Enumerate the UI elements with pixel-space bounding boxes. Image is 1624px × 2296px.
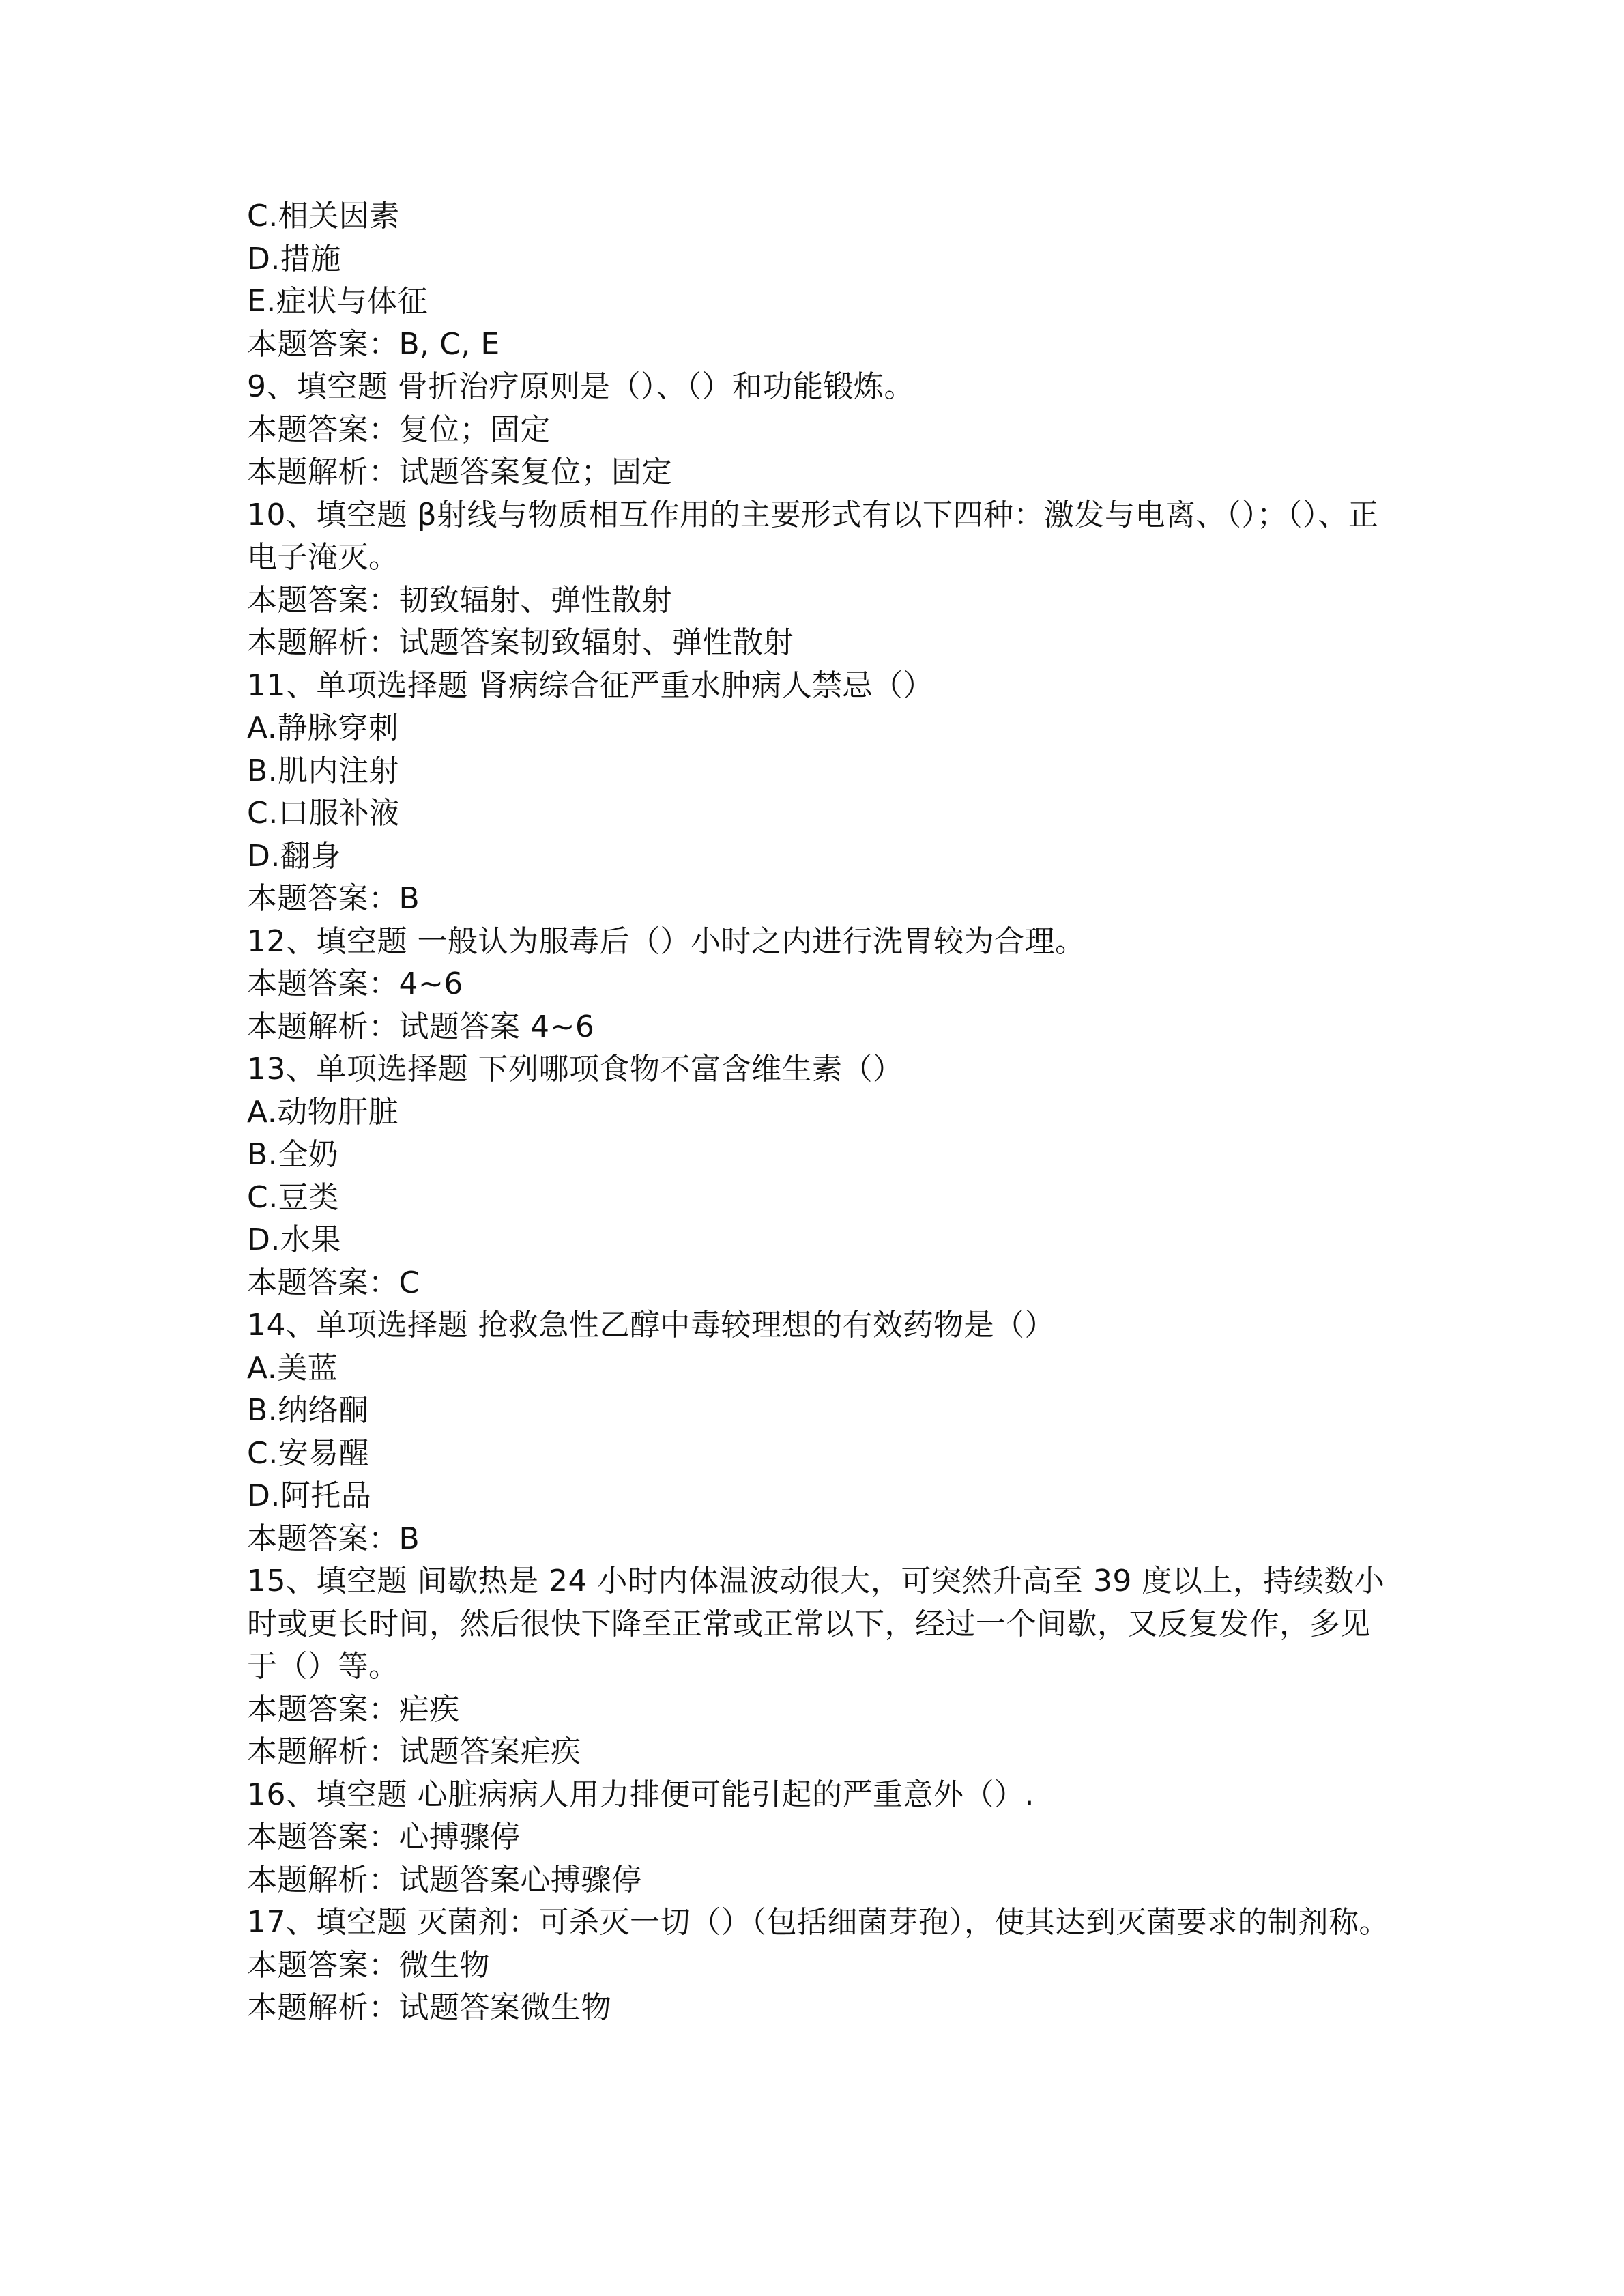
question-13: 13、单项选择题 下列哪项食物不富含维生素（） <box>247 1052 903 1087</box>
answer-11: 本题答案：B <box>247 881 420 916</box>
explanation-15: 本题解析：试题答案疟疾 <box>247 1734 581 1769</box>
explanation-17: 本题解析：试题答案微生物 <box>247 1990 611 2025</box>
question-17: 17、填空题 灭菌剂：可杀灭一切（）（包括细菌芽孢），使其达到灭菌要求的制剂称。 <box>247 1905 1389 1940</box>
question-11: 11、单项选择题 肾病综合征严重水肿病人禁忌（） <box>247 668 933 703</box>
question-12: 12、填空题 一般认为服毒后（）小时之内进行洗胃较为合理。 <box>247 923 1086 959</box>
answer-12: 本题答案：4~6 <box>247 966 463 1001</box>
document-body <box>247 195 1393 2030</box>
option-c: C.口服补液 <box>247 796 400 831</box>
option-c: C.相关因素 <box>247 199 400 233</box>
question-14: 14、单项选择题 抢救急性乙醇中毒较理想的有效药物是（） <box>247 1308 1055 1343</box>
answer-8: 本题答案：B, C, E <box>247 326 500 362</box>
explanation-10: 本题解析：试题答案韧致辐射、弹性散射 <box>247 625 794 660</box>
answer-17: 本题答案：微生物 <box>247 1947 490 1983</box>
answer-10: 本题答案：韧致辐射、弹性散射 <box>247 582 672 618</box>
option-b: B.全奶 <box>247 1137 339 1172</box>
option-d: D.措施 <box>247 241 341 276</box>
answer-16: 本题答案：心搏骤停 <box>247 1820 521 1854</box>
answer-13: 本题答案：C <box>247 1265 420 1300</box>
option-a: A.动物肝脏 <box>247 1094 399 1130</box>
question-10: 10、填空题 β射线与物质相互作用的主要形式有以下四种：激发与电离、（）；（）、正电子淹灭。 <box>247 497 1379 575</box>
option-c: C.豆类 <box>247 1179 339 1215</box>
option-a: A.静脉穿刺 <box>247 711 399 745</box>
option-e: E.症状与体征 <box>247 284 429 319</box>
option-b: B.肌内注射 <box>247 753 400 788</box>
option-a: A.美蓝 <box>247 1350 338 1386</box>
question-9: 9、填空题 骨折治疗原则是（）、（）和功能锻炼。 <box>247 369 914 404</box>
explanation-16: 本题解析：试题答案心搏骤停 <box>247 1862 642 1897</box>
option-d: D.阿托品 <box>247 1478 372 1513</box>
answer-15: 本题答案：疟疾 <box>247 1691 460 1727</box>
question-16: 16、填空题 心脏病病人用力排便可能引起的严重意外（）. <box>247 1777 1034 1812</box>
option-c: C.安易醒 <box>247 1435 370 1471</box>
option-d: D.翻身 <box>247 838 341 874</box>
option-d: D.水果 <box>247 1222 341 1257</box>
question-15: 15、填空题 间歇热是 24 小时内体温波动很大，可突然升高至 39 度以上，持续数小时或更长时间，然后很快下降至正常或正常以下，经过一个间歇，又反复发作，多见于（）等。 <box>247 1564 1385 1684</box>
answer-14: 本题答案：B <box>247 1521 420 1556</box>
explanation-9: 本题解析：试题答案复位；固定 <box>247 455 672 489</box>
explanation-12: 本题解析：试题答案 4~6 <box>247 1009 595 1044</box>
option-b: B.纳络酮 <box>247 1393 369 1428</box>
answer-9: 本题答案：复位；固定 <box>247 412 551 447</box>
